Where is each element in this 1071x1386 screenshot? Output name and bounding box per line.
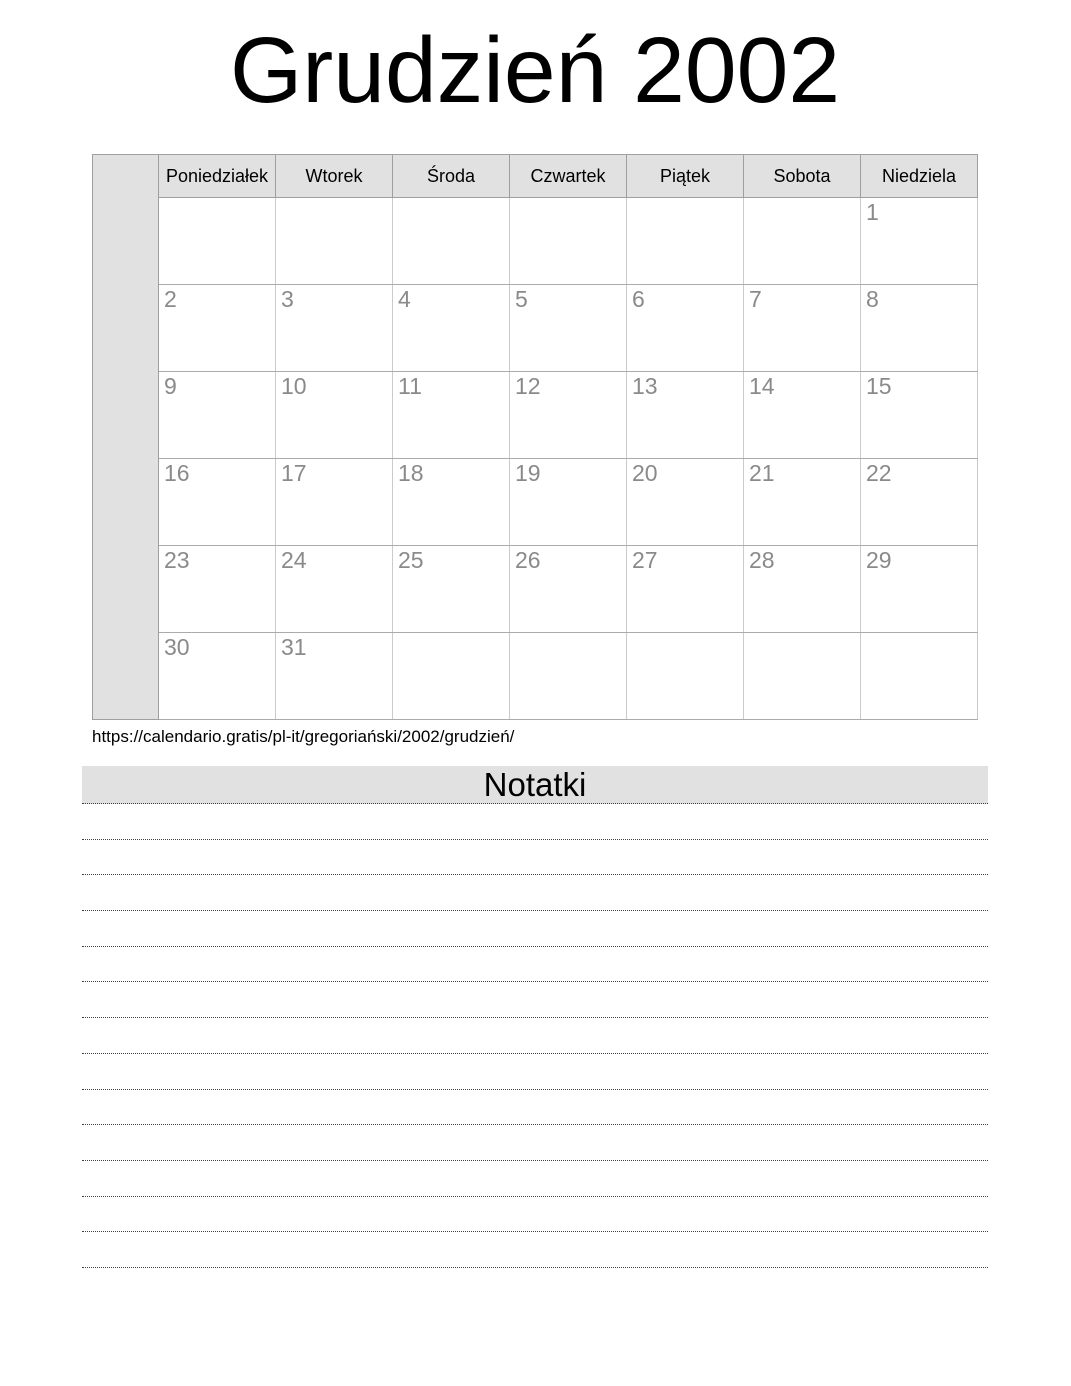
- day-cell-24: 24: [276, 546, 393, 633]
- day-cell-28: 28: [744, 546, 861, 633]
- day-header-sroda: Środa: [393, 155, 510, 198]
- day-header-czwartek: Czwartek: [510, 155, 627, 198]
- week-side-column: [93, 155, 159, 720]
- notes-line: [82, 947, 988, 983]
- day-cell: [861, 633, 978, 720]
- day-cell: [744, 633, 861, 720]
- day-cell: [627, 633, 744, 720]
- day-header-piatek: Piątek: [627, 155, 744, 198]
- day-cell-22: 22: [861, 459, 978, 546]
- day-cell-18: 18: [393, 459, 510, 546]
- day-cell-2: 2: [159, 285, 276, 372]
- day-cell-29: 29: [861, 546, 978, 633]
- day-cell-26: 26: [510, 546, 627, 633]
- page-title: Grudzień 2002: [229, 18, 841, 122]
- day-cell-20: 20: [627, 459, 744, 546]
- day-cell-3: 3: [276, 285, 393, 372]
- day-cell-14: 14: [744, 372, 861, 459]
- notes-line: [82, 875, 988, 911]
- day-header-poniedzialek: Poniedziałek: [159, 155, 276, 198]
- notes-line: [82, 911, 988, 947]
- notes-line: [82, 1232, 988, 1268]
- day-header-sobota: Sobota: [744, 155, 861, 198]
- calendar-week-row: [93, 633, 978, 720]
- day-cell-21: 21: [744, 459, 861, 546]
- calendar-week-row: [93, 198, 978, 285]
- day-cell-8: 8: [861, 285, 978, 372]
- day-cell-1: 1: [861, 198, 978, 285]
- day-cell: [276, 198, 393, 285]
- day-cell-12: 12: [510, 372, 627, 459]
- notes-title: Notatki: [82, 766, 988, 804]
- day-cell: [393, 633, 510, 720]
- day-cell-13: 13: [627, 372, 744, 459]
- day-cell-19: 19: [510, 459, 627, 546]
- notes-line: [82, 1197, 988, 1233]
- calendar-table: [92, 154, 978, 720]
- day-cell: [510, 198, 627, 285]
- notes-line: [82, 1090, 988, 1126]
- day-cell-6: 6: [627, 285, 744, 372]
- day-cell-27: 27: [627, 546, 744, 633]
- day-cell: [393, 198, 510, 285]
- day-cell-15: 15: [861, 372, 978, 459]
- calendar-week-row: [93, 546, 978, 633]
- notes-line: [82, 1161, 988, 1197]
- calendar-week-row: [93, 459, 978, 546]
- source-url: https://calendario.gratis/pl-it/gregoriański/2002/grudzień/: [92, 727, 515, 746]
- day-cell-31: 31: [276, 633, 393, 720]
- notes-line: [82, 840, 988, 876]
- day-cell: [744, 198, 861, 285]
- notes-line: [82, 1018, 988, 1054]
- notes-line: [82, 804, 988, 840]
- day-cell-17: 17: [276, 459, 393, 546]
- calendar-week-row: [93, 372, 978, 459]
- day-cell: [627, 198, 744, 285]
- notes-line: [82, 982, 988, 1018]
- day-cell-11: 11: [393, 372, 510, 459]
- day-cell-16: 16: [159, 459, 276, 546]
- day-cell-30: 30: [159, 633, 276, 720]
- day-cell-5: 5: [510, 285, 627, 372]
- content-area: [82, 20, 988, 1268]
- day-cell-9: 9: [159, 372, 276, 459]
- day-cell-23: 23: [159, 546, 276, 633]
- day-header-wtorek: Wtorek: [276, 155, 393, 198]
- day-cell-25: 25: [393, 546, 510, 633]
- notes-line: [82, 1054, 988, 1090]
- day-cell-10: 10: [276, 372, 393, 459]
- day-cell-4: 4: [393, 285, 510, 372]
- calendar-week-row: [93, 285, 978, 372]
- day-header-niedziela: Niedziela: [861, 155, 978, 198]
- calendar-header-row: [93, 155, 978, 198]
- day-cell-7: 7: [744, 285, 861, 372]
- notes-lines: [82, 804, 988, 1268]
- day-cell: [159, 198, 276, 285]
- notes-line: [82, 1125, 988, 1161]
- day-cell: [510, 633, 627, 720]
